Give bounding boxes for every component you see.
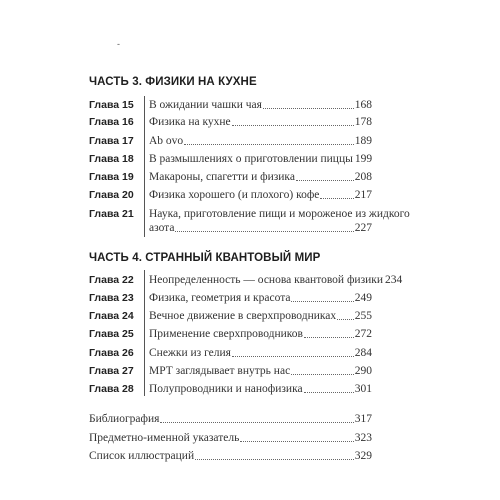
page-number: 272: [354, 328, 372, 340]
page-number: 227: [354, 222, 372, 234]
page-speck: -: [117, 39, 120, 49]
chapter-title: Макароны, спагетти и физика: [149, 171, 295, 183]
page-number: 290: [354, 365, 372, 377]
chapter-label: Глава 19: [89, 171, 134, 183]
chapter-label: Глава 28: [89, 383, 134, 395]
chapter-label: Глава 26: [89, 347, 134, 359]
part-3-divider: [144, 96, 145, 237]
chapter-title: Ab ovo: [149, 135, 184, 147]
page-number: 199: [354, 153, 373, 165]
dot-leader: [304, 336, 354, 338]
chapter-title: Полупроводники и нанофизика: [149, 383, 303, 395]
chapter-title: В размышлениях о приготовлении пиццы: [149, 153, 353, 165]
chapter-label: Глава 25: [89, 328, 134, 340]
dot-leader: [320, 197, 353, 199]
chapter-title: Снежки из гелия: [149, 347, 231, 359]
dot-leader: [291, 373, 354, 375]
chapter-label: Глава 20: [89, 189, 134, 201]
chapter-title: Физика на кухне: [149, 116, 231, 128]
chapter-title: Физика, геометрия и красота: [149, 292, 291, 304]
page-number: 234: [385, 274, 403, 286]
chapter-label: Глава 24: [89, 310, 134, 322]
chapter-label: Глава 17: [89, 135, 134, 147]
page-number: 255: [354, 310, 372, 322]
page-number: 217: [354, 189, 372, 201]
chapter-title: Вечное движение в сверхпроводниках: [149, 310, 337, 322]
part-4-title: ЧАСТЬ 4. СТРАННЫЙ КВАНТОВЫЙ МИР: [89, 252, 321, 264]
dot-leader: [337, 318, 354, 320]
entry-title: Список иллюстраций: [89, 450, 195, 462]
part-4-divider: [144, 270, 145, 396]
page-number: 168: [354, 99, 372, 111]
dot-leader: [291, 300, 353, 302]
chapter-title: Применение сверхпроводников: [149, 328, 303, 340]
page-number: 249: [354, 292, 372, 304]
dot-leader: [195, 458, 354, 460]
dot-leader: [232, 355, 354, 357]
page-number: 323: [354, 432, 372, 444]
chapter-label: Глава 22: [89, 274, 134, 286]
dot-leader: [232, 124, 354, 126]
page-number: 208: [354, 171, 372, 183]
chapter-label: Глава 18: [89, 153, 134, 165]
entry-title: Библиография: [89, 413, 160, 425]
part-3-title: ЧАСТЬ 3. ФИЗИКИ НА КУХНЕ: [89, 76, 257, 88]
page-number: 189: [354, 135, 372, 147]
chapter-title: Наука, приготовление пищи и мороженое из жидкого: [149, 208, 410, 220]
dot-leader: [240, 440, 353, 442]
chapter-label: Глава 23: [89, 292, 134, 304]
dot-leader: [304, 391, 354, 393]
chapter-title: Неопределенность — основа квантовой физики: [149, 274, 384, 286]
page-number: 329: [354, 450, 372, 462]
page-number: 178: [354, 116, 372, 128]
dot-leader: [175, 230, 353, 232]
chapter-label: Глава 21: [89, 208, 134, 220]
page-number: 301: [354, 383, 372, 395]
page-number: 317: [354, 413, 372, 425]
page-number: 284: [354, 347, 372, 359]
dot-leader: [184, 143, 354, 145]
chapter-title: Физика хорошего (и плохого) кофе: [149, 189, 320, 201]
chapter-label: Глава 16: [89, 116, 134, 128]
chapter-label: Глава 15: [89, 99, 134, 111]
dot-leader: [263, 107, 354, 109]
dot-leader: [296, 179, 354, 181]
chapter-title: В ожидании чашки чая: [149, 99, 262, 111]
chapter-title: МРТ заглядывает внутрь нас: [149, 365, 291, 377]
chapter-title-continued: азота: [149, 222, 175, 234]
entry-title: Предметно-именной указатель: [89, 432, 240, 444]
chapter-label: Глава 27: [89, 365, 134, 377]
dot-leader: [160, 421, 353, 423]
